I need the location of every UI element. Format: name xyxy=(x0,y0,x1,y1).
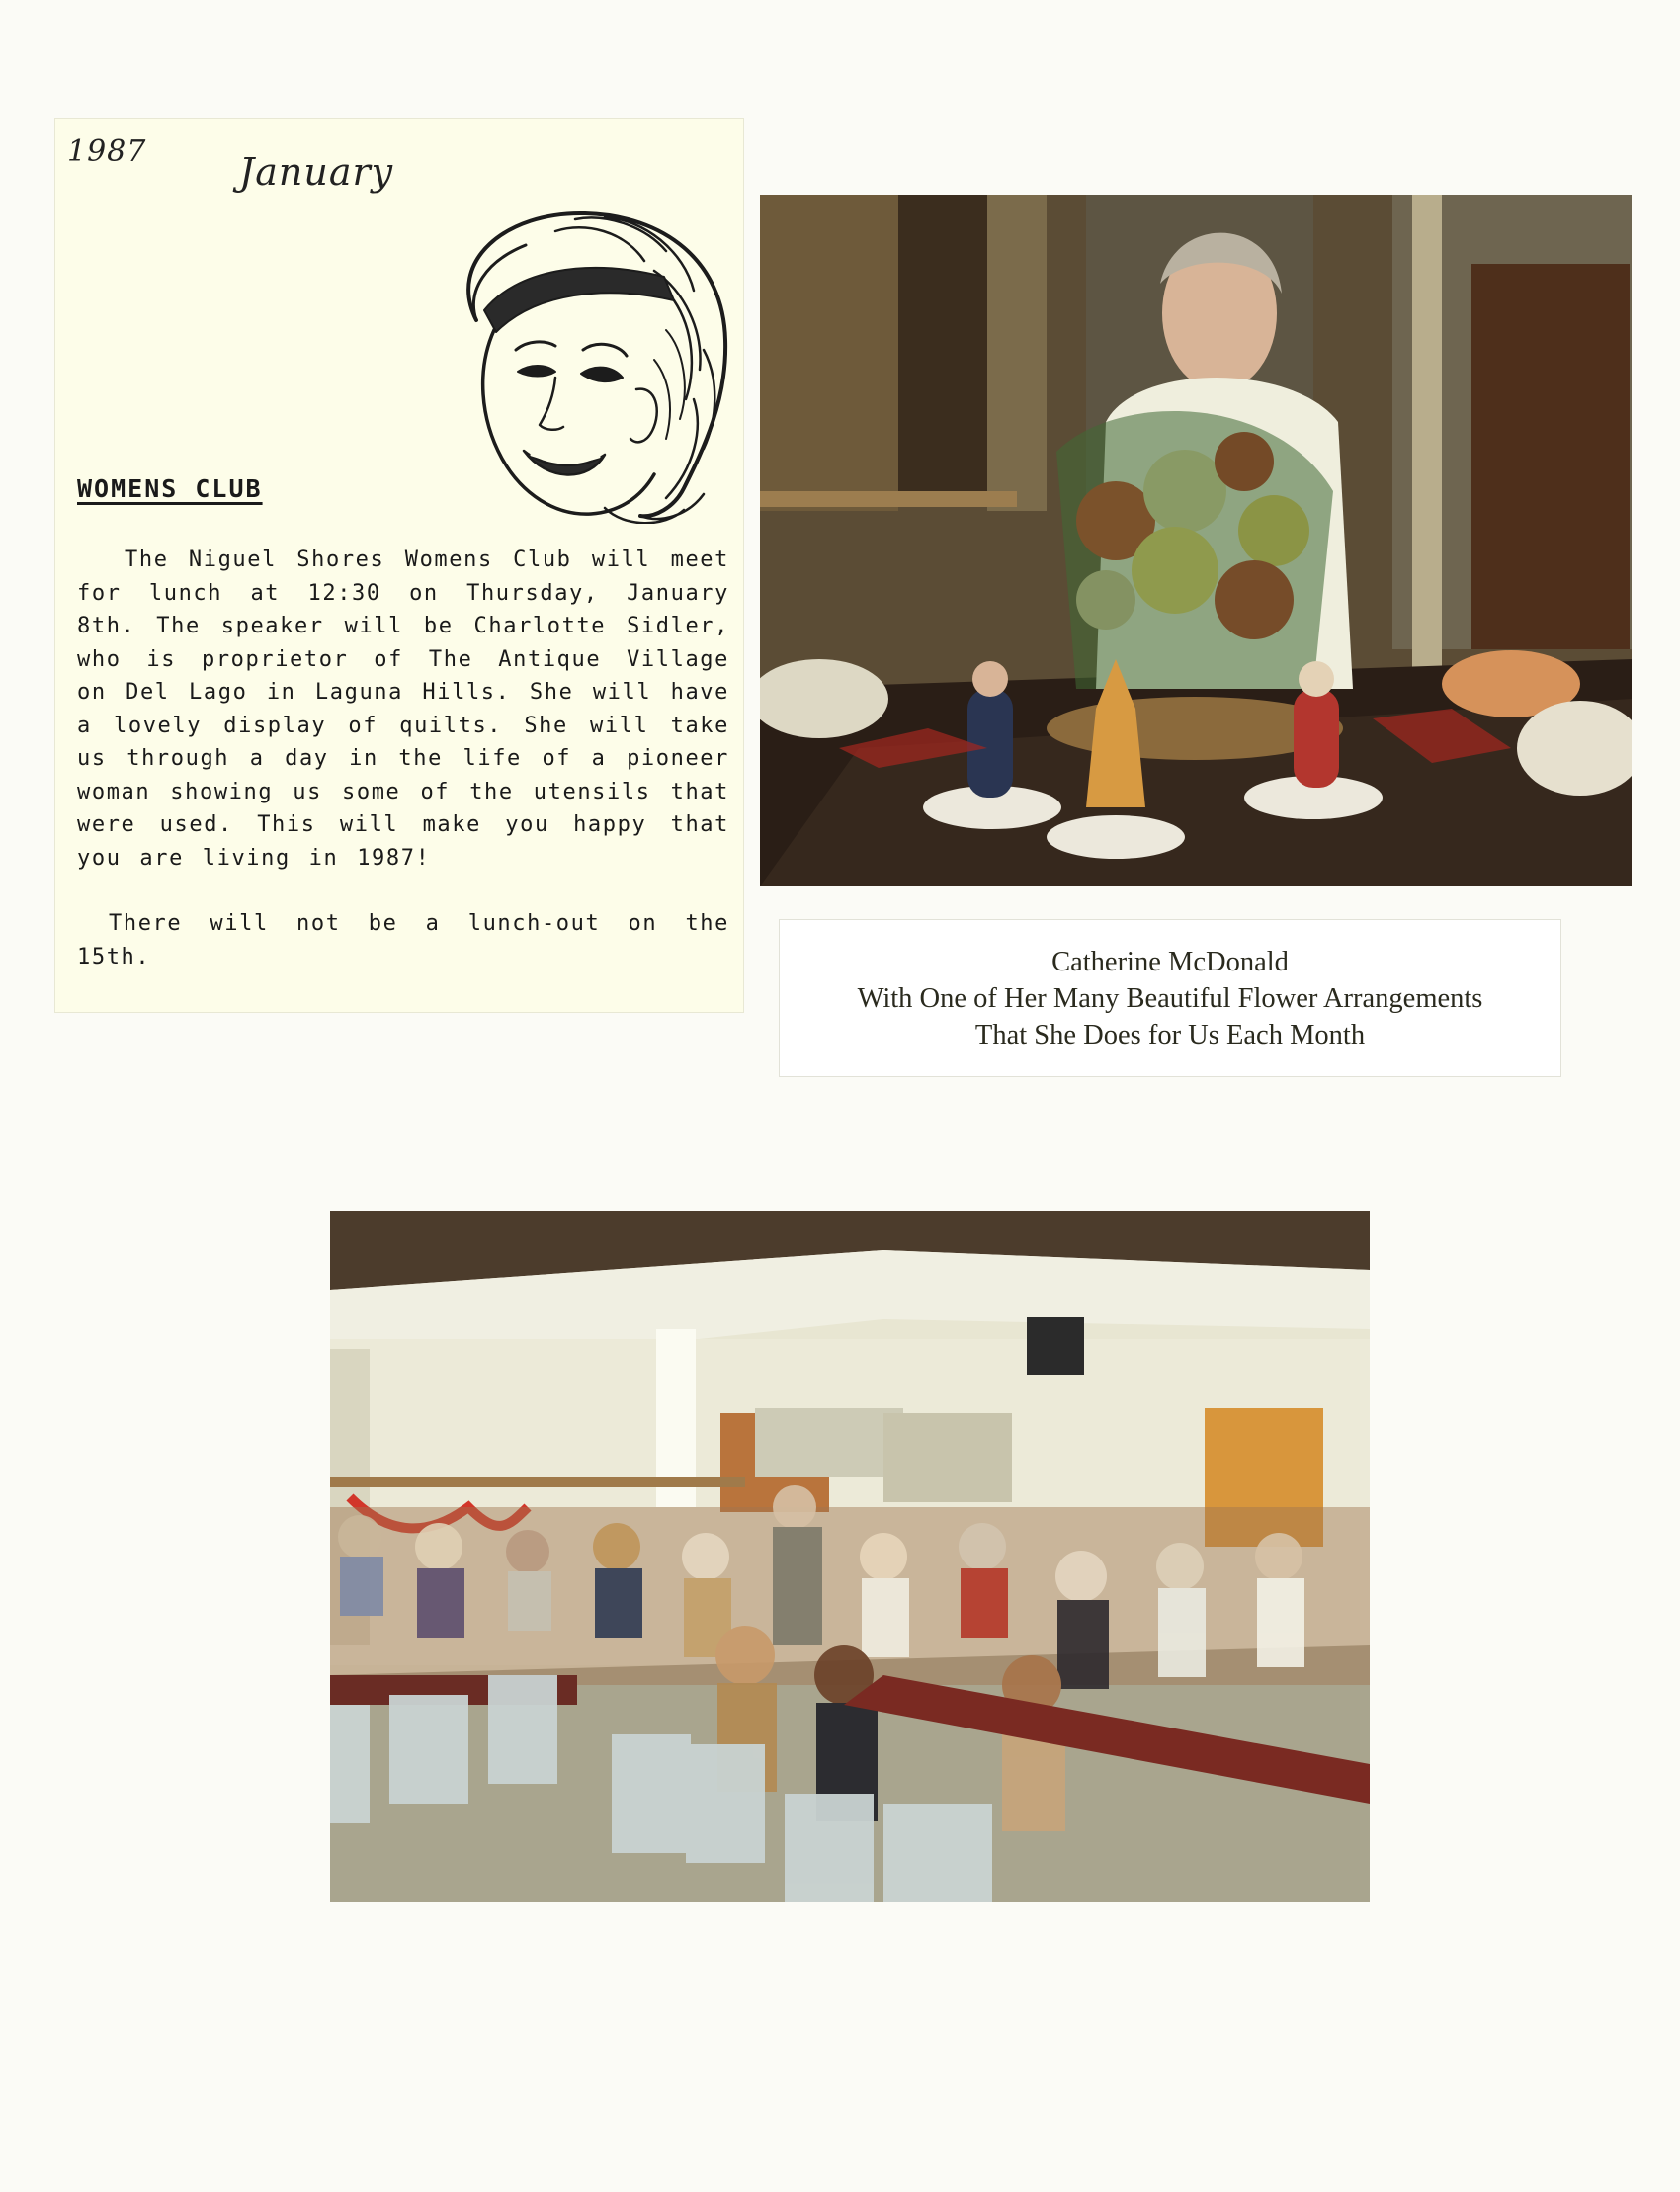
club-heading: WOMENS CLUB xyxy=(77,474,263,503)
article-paragraph-2: There will not be a lunch-out on the 15th. xyxy=(77,911,729,970)
luncheon-hall-image xyxy=(330,1211,1370,1902)
luncheon-hall-photo xyxy=(330,1211,1370,1902)
handwritten-year: 1987 xyxy=(67,134,147,169)
handwritten-month: January xyxy=(239,150,394,194)
caption-line-3: That She Does for Us Each Month xyxy=(974,1019,1366,1051)
article-paragraph-1: The Niguel Shores Womens Club will meet for lunch at 12:30 on Thursday, January 8th. The speaker will be Charlotte Sidler, who is proprietor of The Antique Village on Del Lago in Laguna Hills. She will have a lovely display of quilts. She will take us through a day in the life of a pioneer woman showing us some of the utensils that were used. This will make you happy that you are living in 1987! xyxy=(77,548,729,871)
article-text xyxy=(77,544,729,973)
photo-caption xyxy=(780,920,1560,1076)
woman-portrait-illustration xyxy=(407,202,743,524)
flower-arrangement-photo xyxy=(760,195,1632,886)
flower-arrangement-image xyxy=(760,195,1632,886)
caption-line-2: With One of Her Many Beautiful Flower Arrangements xyxy=(857,982,1483,1014)
caption-line-1: Catherine McDonald xyxy=(1051,946,1289,977)
newsletter-clipping xyxy=(55,119,743,1012)
